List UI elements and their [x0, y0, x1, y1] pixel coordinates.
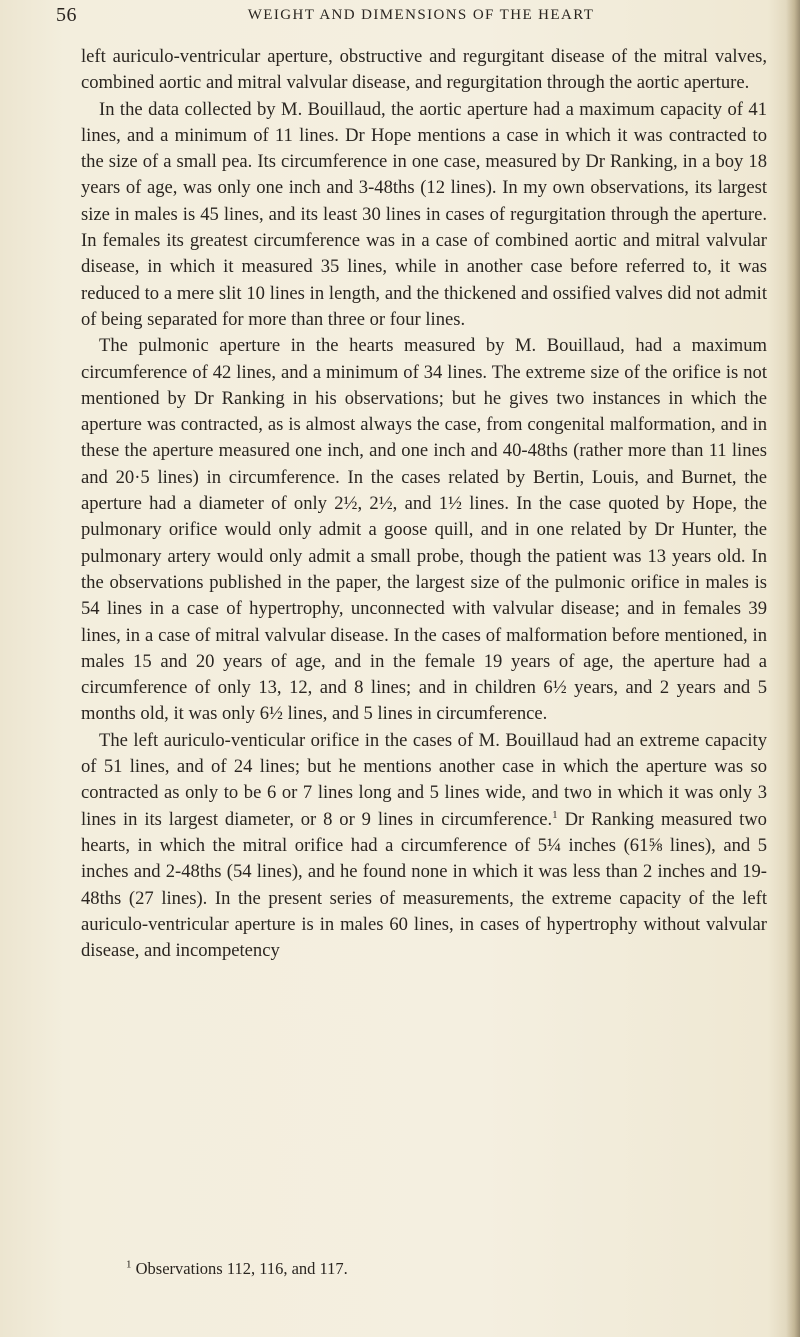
footnote-text: Observations 112, 116, and 117. — [135, 1259, 348, 1278]
paragraph — [81, 728, 767, 965]
page-number: 56 — [56, 4, 77, 26]
paragraph: left auriculo-ventricular aperture, obstructive and regurgitant disease of the mitral valves, combined aortic and mitral valvular disease, and regurgitation through the aortic aperture. — [81, 46, 767, 94]
running-title: WEIGHT AND DIMENSIONS OF THE HEART — [247, 7, 595, 23]
paragraph-text: Dr Ranking measured two hearts, in which the mitral orifice had a circumference of 5¼ inches (61⅝ lines), and 5 inches and 2-48ths (54 lines), and he found none in which it was less than 2 inches and 19-48ths (27 lines). In the present series of measurements, the extreme capacity of the left auriculo-ventricular aperture is in males 60 lines, in cases of hypertrophy without valvular disease, and incompetency — [81, 808, 767, 962]
paragraph: The pulmonic aperture in the hearts measured by M. Bouillaud, had a maximum circumference of 42 lines, and a minimum of 34 lines. The extreme size of the orifice is not mentioned by Dr Ranking in his observations; but he gives two instances in which the aperture was contracted, as is almost always the case, from congenital malformation, and in these the aperture measured one inch, and one inch and 40-48ths (rather more than 11 lines and 20·5 lines) in circumference. In the cases related by Bertin, Louis, and Burnet, the aperture had a diameter of only 2½, 2½, and 1½ lines. In the case quoted by Hope, the pulmonary orifice would only admit a goose quill, and in one related by Dr Hunter, the pulmonary artery would only admit a small probe, though the patient was 13 years old. In the observations published in the paper, the largest size of the pulmonic orifice in males is 54 lines in a case of hypertrophy, unconnected with valvular disease; and in females 39 lines, in a case of mitral valvular disease. In the cases of malformation before mentioned, in males 15 and 20 years of age, and in the female 19 years of age, the aperture had a circumference of only 13, 12, and 8 lines; and in children 6½ years, and 2 years and 5 months old, it was only 6½ lines, and 5 lines in circumference. — [81, 335, 767, 725]
footnote-reference: 1 — [552, 808, 558, 821]
paragraph-text: The left auriculo-venticular orifice in the cases of M. Bouillaud had an extreme capacity of 51 lines, and of 24 lines; but he mentions another case in which the aperture was so contracted as only to be 6 or 7 lines long and 5 lines wide, and two in which it was only 3 lines in its largest diameter, or 8 or 9 lines in circumference. — [81, 729, 767, 830]
footnote-marker: 1 — [126, 1258, 132, 1271]
page-header — [56, 4, 766, 30]
footnote — [126, 1258, 766, 1280]
paragraph: In the data collected by M. Bouillaud, the aortic aperture had a maximum capacity of 41 lines, and a minimum of 11 lines. Dr Hope mentions a case in which it was contracted to the size of a small pea. Its circumference in one case, measured by Dr Ranking, in a boy 18 years of age, was only one inch and 3-48ths (12 lines). In my own observations, its largest size in males is 45 lines, and its least 30 lines in cases of regurgitation through the aperture. In females its greatest circumference was in a case of combined aortic and mitral valvular disease, in which it measured 35 lines, while in another case before referred to, it was reduced to a mere slit 10 lines in length, and the thickened and ossified valves did not admit of being separated for more than three or four lines. — [81, 98, 767, 330]
page-edge-shadow — [786, 0, 800, 1337]
body-text — [81, 44, 767, 964]
